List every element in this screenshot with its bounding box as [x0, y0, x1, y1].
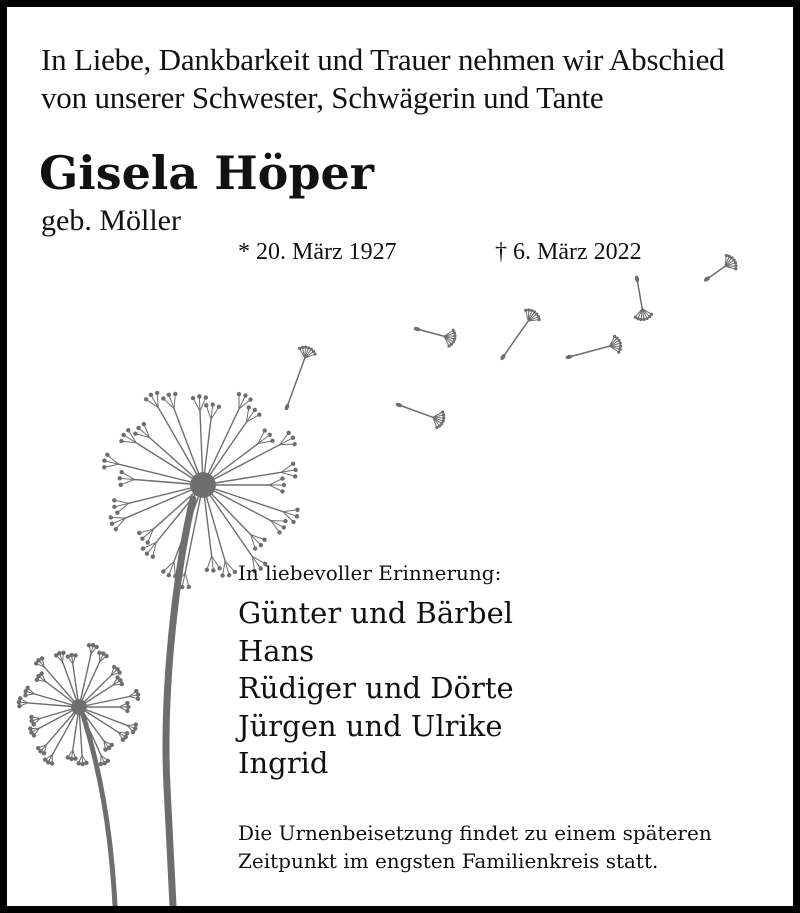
flying-seed	[565, 335, 622, 360]
flying-seed	[634, 275, 653, 321]
large-dandelion-stem	[166, 499, 193, 906]
flying-seed	[703, 254, 738, 283]
mourner-item: Ingrid	[238, 746, 329, 780]
flying-seed	[413, 326, 457, 347]
intro-line-1: In Liebe, Dankbarkeit und Trauer nehmen wir Abschied	[41, 42, 725, 77]
deceased-name: Gisela Höper	[39, 146, 375, 200]
intro-line-2: von unserer Schwester, Schwägerin und Tante	[41, 80, 604, 115]
maiden-name: geb. Möller	[41, 204, 181, 237]
mourner-item: Hans	[238, 633, 315, 668]
memory-heading: In liebevoller Erinnerung:	[238, 561, 502, 585]
mourner-item: Günter und Bärbel	[238, 596, 514, 630]
small-dandelion-head	[17, 643, 140, 766]
flying-seed	[284, 346, 317, 411]
birth-date: * 20. März 1927	[238, 239, 397, 265]
burial-notice	[238, 819, 778, 875]
death-date: † 6. März 2022	[495, 239, 642, 265]
notice-line-1: Die Urnenbeisetzung findet zu einem späteren	[238, 821, 712, 845]
notice-line-2: Zeitpunkt im engsten Familienkreis statt.	[238, 849, 659, 873]
mourners-list	[238, 595, 514, 783]
mourner-item: Rüdiger und Dörte	[238, 671, 514, 705]
flying-seed	[395, 402, 445, 429]
flying-seed	[499, 308, 540, 361]
mourner-item: Jürgen und Ulrike	[238, 708, 503, 743]
